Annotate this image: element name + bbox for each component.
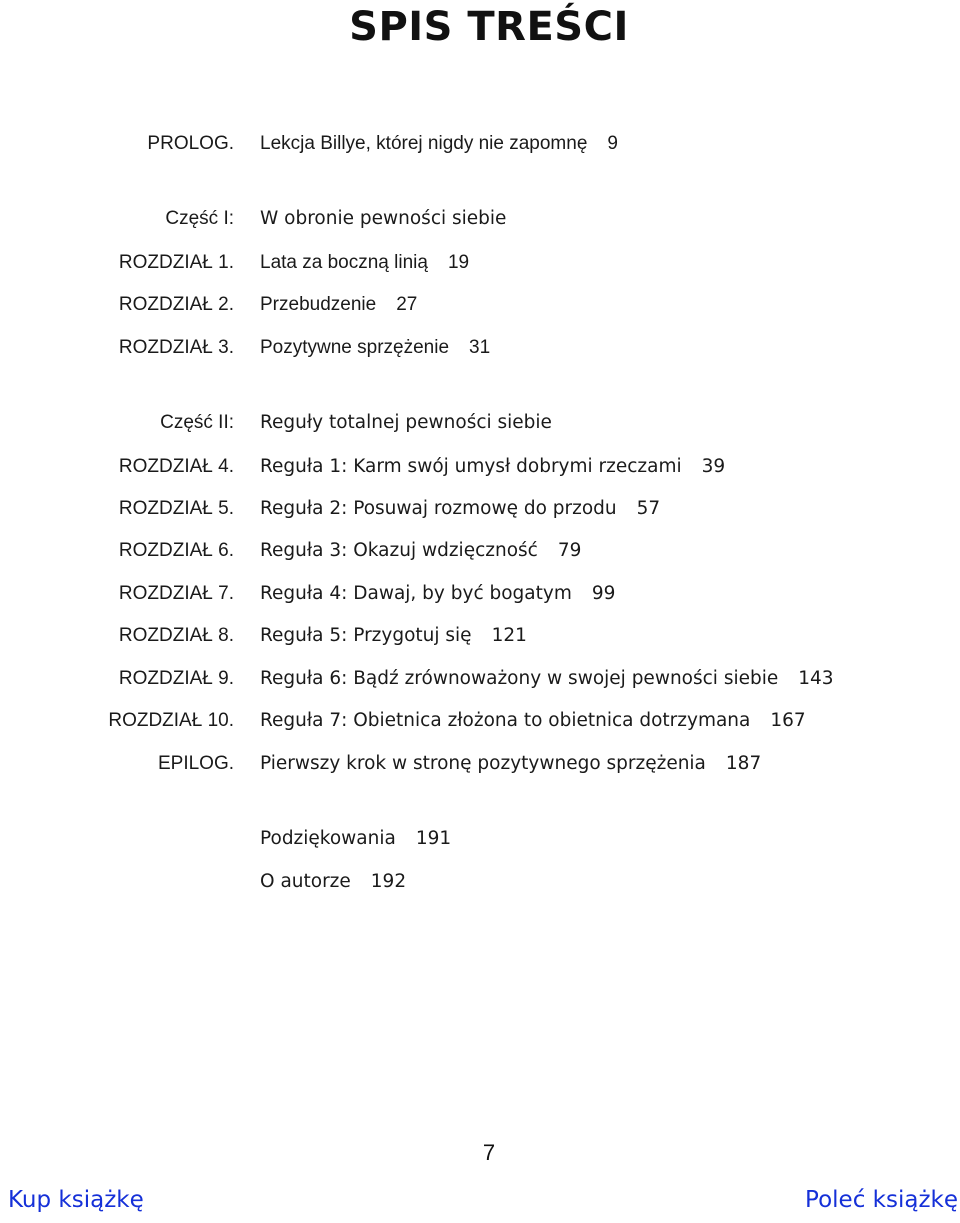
entry-text-line — [260, 333, 490, 363]
entry-label: ROZDZIAŁ 1. — [118, 252, 234, 273]
entry-page: 19 — [447, 252, 470, 273]
part-title: W obronie pewności siebie — [260, 208, 507, 229]
entry-page: 31 — [469, 337, 491, 358]
entry-title: Reguła 5: Przygotuj się — [260, 625, 472, 646]
entry-text-line — [260, 749, 761, 779]
toc-entry-chapter-9 — [0, 664, 960, 694]
entry-page: 9 — [607, 133, 618, 154]
entry-title: Reguła 7: Obietnica złożona to obietnica dotrzymana — [260, 710, 751, 731]
toc-entry-chapter-3 — [0, 333, 960, 363]
entry-page: 192 — [370, 871, 407, 892]
entry-page: 39 — [701, 456, 726, 477]
entry-title: Lata za boczną linią — [260, 252, 428, 273]
entry-title: O autorze — [260, 871, 351, 892]
entry-title: Przebudzenie — [260, 294, 377, 315]
toc-entry-chapter-10 — [0, 706, 960, 736]
entry-page: 79 — [557, 540, 582, 561]
entry-text-line — [260, 452, 725, 482]
toc-entry-chapter-2 — [0, 290, 960, 320]
entry-label: ROZDZIAŁ 4. — [118, 456, 234, 477]
entry-text-line — [260, 536, 581, 566]
entry-text-line — [260, 664, 834, 694]
toc-entry-chapter-7 — [0, 579, 960, 609]
toc-entry-about-author — [0, 867, 960, 897]
entry-page: 167 — [770, 710, 806, 731]
buy-book-link[interactable]: Kup książkę — [8, 1187, 144, 1213]
entry-title: Podziękowania — [260, 828, 396, 849]
entry-label: ROZDZIAŁ 10. — [108, 710, 234, 731]
entry-page: 57 — [636, 498, 661, 519]
entry-title: Reguła 1: Karm swój umysł dobrymi rzeczami — [260, 456, 682, 477]
part-label: Część I: — [165, 208, 234, 229]
entry-label: ROZDZIAŁ 8. — [118, 625, 234, 646]
entry-text-line — [260, 706, 806, 736]
entry-page: 121 — [491, 625, 527, 646]
entry-page: 27 — [396, 294, 418, 315]
toc-entry-chapter-4 — [0, 452, 960, 482]
entry-label: ROZDZIAŁ 7. — [118, 583, 234, 604]
toc-entry-chapter-1 — [0, 248, 960, 278]
toc-entry-chapter-6 — [0, 536, 960, 566]
entry-label: ROZDZIAŁ 9. — [118, 668, 234, 689]
entry-text-line — [260, 579, 615, 609]
part-title: Reguły totalnej pewności siebie — [260, 412, 552, 433]
entry-label: ROZDZIAŁ 2. — [118, 294, 234, 315]
entry-label: PROLOG. — [147, 133, 234, 154]
entry-page: 99 — [591, 583, 616, 604]
toc-title: SPIS TREŚCI — [349, 4, 629, 50]
entry-text-line — [260, 290, 417, 320]
entry-text-line — [260, 867, 406, 897]
page-number: 7 — [482, 1140, 496, 1165]
part-heading-1 — [0, 204, 960, 234]
entry-text-line — [260, 248, 469, 278]
entry-page: 191 — [415, 828, 452, 849]
recommend-book-link[interactable]: Poleć książkę — [805, 1187, 958, 1213]
entry-text-line — [260, 129, 618, 159]
entry-label: ROZDZIAŁ 3. — [118, 337, 234, 358]
entry-text-line — [260, 494, 660, 524]
toc-entry-prolog — [0, 129, 960, 159]
entry-label: ROZDZIAŁ 5. — [118, 498, 234, 519]
entry-label: ROZDZIAŁ 6. — [118, 540, 234, 561]
entry-title: Pozytywne sprzężenie — [260, 337, 450, 358]
entry-title: Reguła 2: Posuwaj rozmowę do przodu — [260, 498, 617, 519]
entry-title: Reguła 6: Bądź zrównoważony w swojej pewności siebie — [260, 668, 779, 689]
entry-title: Pierwszy krok w stronę pozytywnego sprzężenia — [260, 753, 706, 774]
entry-text-line — [260, 824, 451, 854]
entry-text-line — [260, 621, 527, 651]
entry-label: EPILOG. — [157, 753, 234, 774]
entry-title: Reguła 4: Dawaj, by być bogatym — [260, 583, 572, 604]
toc-entry-epilog — [0, 749, 960, 779]
part-heading-2 — [0, 408, 960, 438]
toc-entry-acknowledgements — [0, 824, 960, 854]
toc-entry-chapter-5 — [0, 494, 960, 524]
entry-page: 143 — [798, 668, 834, 689]
entry-title: Reguła 3: Okazuj wdzięczność — [260, 540, 538, 561]
entry-title: Lekcja Billye, której nigdy nie zapomnę — [260, 133, 588, 154]
part-label: Część II: — [160, 412, 234, 433]
toc-entry-chapter-8 — [0, 621, 960, 651]
entry-page: 187 — [725, 753, 762, 774]
